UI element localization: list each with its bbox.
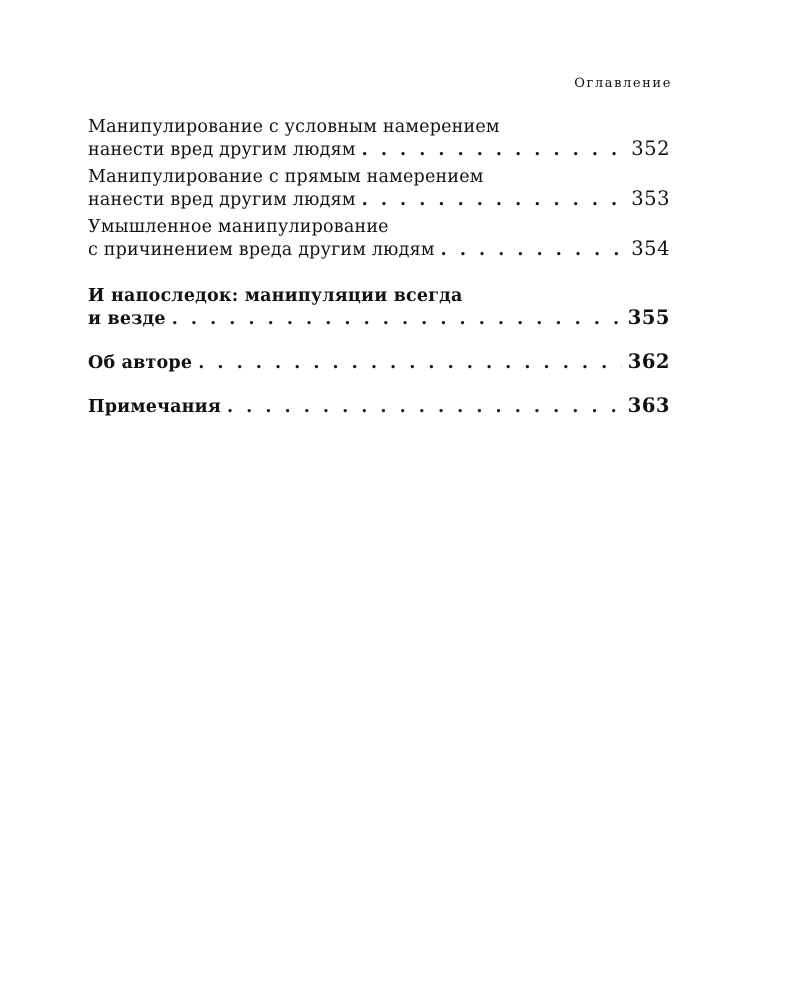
toc-entry-notes[interactable]: [88, 395, 670, 418]
toc-entry-finally[interactable]: [88, 286, 670, 330]
toc-entry-title-line: Манипулирование с условным намерением: [88, 117, 500, 137]
toc-entry-direct-intent[interactable]: [88, 167, 670, 211]
page-number: 363: [627, 394, 670, 417]
page-number: 352: [631, 137, 670, 160]
toc-entry-about-author[interactable]: [88, 351, 670, 374]
leader-dots: [362, 140, 626, 161]
leader-dots: [362, 190, 626, 211]
leader-dots: [227, 397, 622, 418]
page-number: 354: [631, 237, 670, 260]
leader-dots: [198, 353, 622, 374]
toc-entry-title-line: И напоследок: манипуляции всегда: [88, 286, 463, 306]
page-number: 362: [627, 350, 670, 373]
page-number: 353: [631, 187, 670, 210]
toc-entry-title-line: с причинением вреда другим людям: [88, 240, 435, 260]
toc-entry-title-line: Примечания: [88, 397, 221, 417]
toc-entry-title-line: Умышленное манипулирование: [88, 217, 389, 237]
running-head: Оглавление: [574, 76, 672, 91]
toc-entry-title-line: нанести вред другим людям: [88, 190, 356, 210]
toc-entry-deliberate-manipulation[interactable]: [88, 217, 670, 261]
toc-entry-title-line: нанести вред другим людям: [88, 140, 356, 160]
toc-entry-title-line: Об авторе: [88, 353, 193, 373]
toc-entry-title-line: Манипулирование с прямым намерением: [88, 167, 484, 187]
toc-entry-title-line: и везде: [88, 309, 166, 329]
table-of-contents: [88, 117, 670, 417]
page-number: 355: [627, 306, 670, 329]
leader-dots: [441, 240, 626, 261]
leader-dots: [172, 309, 622, 330]
toc-entry-conditional-intent[interactable]: [88, 117, 670, 161]
